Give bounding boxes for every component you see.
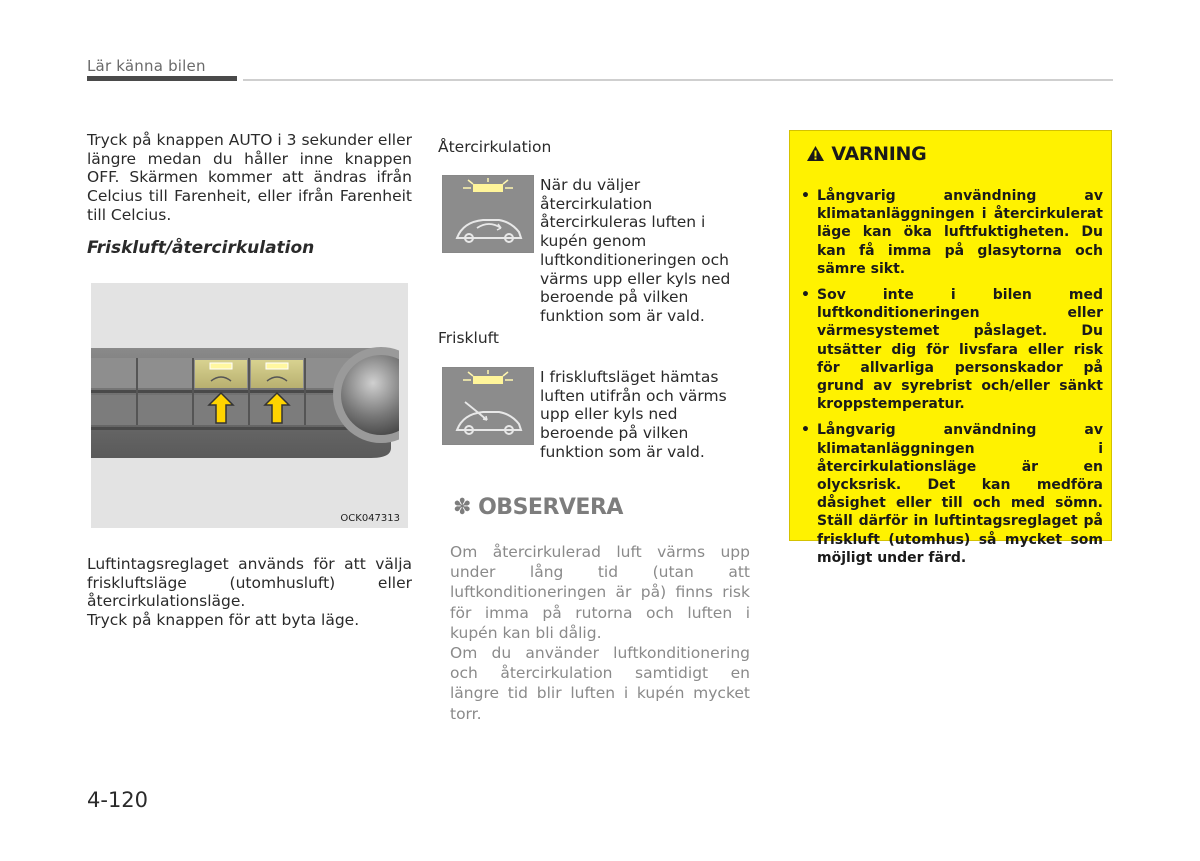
bullet-icon: • xyxy=(801,422,810,439)
fresh-air-icon xyxy=(442,367,534,445)
note-body xyxy=(450,542,750,724)
control-panel-illustration xyxy=(91,283,408,528)
warning-item xyxy=(801,187,1103,278)
control-panel-figure xyxy=(91,283,408,528)
bullet-icon: • xyxy=(801,188,810,204)
warning-heading xyxy=(806,143,926,165)
recirculation-icon xyxy=(442,175,534,253)
note-paragraph: Om återcirkulerad luft värms upp under lång tid (utan att luftkonditioneringen är på) finns risk för imma på rutorna och luften i kupén kan bli dålig. xyxy=(450,543,750,642)
note-symbol-icon: ✽ xyxy=(453,495,471,520)
intake-description xyxy=(87,555,412,630)
warning-triangle-icon xyxy=(806,145,825,162)
section-subheading: Friskluft/återcirkulation xyxy=(87,238,315,258)
header-rule-light xyxy=(243,79,1113,81)
figure-code: OCK047313 xyxy=(340,513,400,524)
warning-title: VARNING xyxy=(831,143,927,165)
warning-item xyxy=(801,421,1103,567)
intro-paragraph: Tryck på knappen AUTO i 3 sekunder eller längre medan du håller inne knappen OFF. Skärmen kommer att ändras ifrån Celcius till Farenheit, eller ifrån Farenheit till Celcius. xyxy=(87,131,412,224)
warning-item-text: Sov inte i bilen med luftkonditioneringen eller värmesystemet påslaget. Du utsätter dig för livsfara eller risk för allvarliga personskador på grund av syrebrist och/eller sänkt kroppstemperatur. xyxy=(817,287,1103,413)
page-number: 4-120 xyxy=(87,788,149,812)
bullet-icon: • xyxy=(801,287,810,304)
recirculation-heading: Återcirkulation xyxy=(438,138,552,156)
note-title: OBSERVERA xyxy=(478,495,623,520)
warning-item-text: Långvarig användning av klimatanläggningen i återcirkulerat läge kan öka luftfuktigheten. Du kan få imma på glasytorna och sämre sikt. xyxy=(817,188,1103,277)
section-header: Lär känna bilen xyxy=(87,57,206,75)
fresh-air-icon-graphic xyxy=(443,368,533,444)
note-paragraph: Om du använder luftkonditionering och återcirkulation samtidigt en längre tid blir luften i kupén mycket torr. xyxy=(450,644,750,723)
recirculation-icon-graphic xyxy=(443,176,533,252)
fresh-air-heading: Friskluft xyxy=(438,329,499,347)
fresh-air-text: I friskluftsläget hämtas luften utifrån och värms upp eller kyls ned beroende på vilken funktion som är vald. xyxy=(540,368,727,461)
recirculation-text: När du väljer återcirkulation återcirkuleras luften i kupén genom luftkonditioneringen och värms upp eller kyls ned beroende på vilken funktion som är vald. xyxy=(540,176,731,325)
warning-item xyxy=(801,286,1103,413)
warning-box xyxy=(789,130,1112,566)
intake-description-line: Tryck på knappen för att byta läge. xyxy=(87,611,360,630)
warning-list xyxy=(801,187,1103,575)
intake-description-line: Luftintagsreglaget används för att välja friskluftsläge (utomhusluft) eller återcirkulationsläge. xyxy=(87,555,412,611)
note-heading xyxy=(453,495,623,520)
header-rule-dark xyxy=(87,76,237,81)
warning-item-text: Långvarig användning av klimatanläggningen i återcirkulationsläge är en olycksrisk. Det kan medföra dåsighet eller till och med sömn. Ställ därför in luftintagsreglaget på friskluft (utomhus) så mycket som möjligt under färd. xyxy=(817,422,1103,566)
